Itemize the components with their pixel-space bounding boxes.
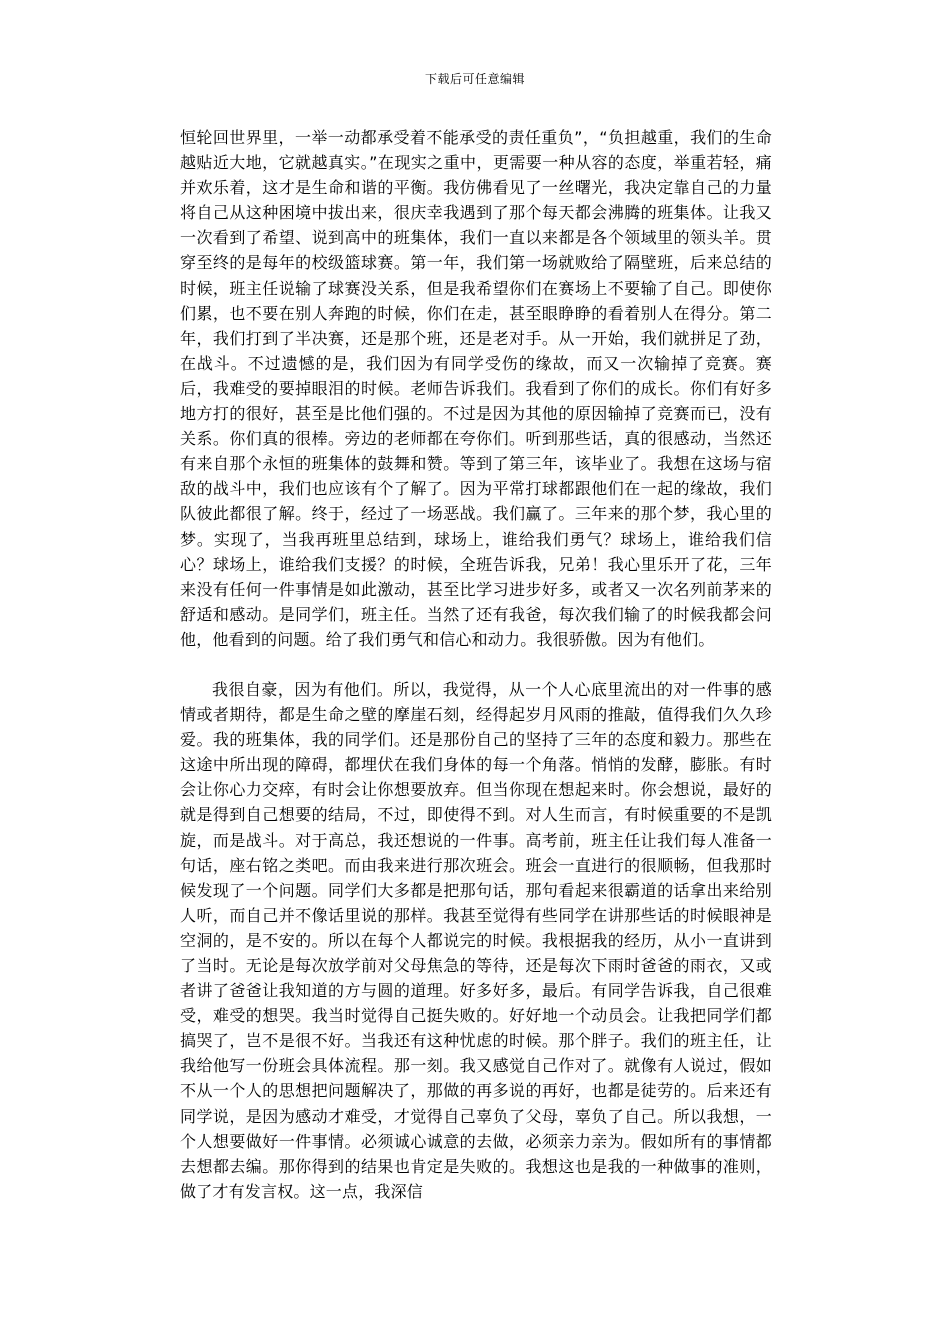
- document-body: [180, 125, 772, 1204]
- page-header: 下载后可任意编辑: [424, 72, 525, 86]
- paragraph-1: 恒轮回世界里，一举一动都承受着不能承受的责任重负”，“负担越重，我们的生命越贴近大地，它就越真实。”在现实之重中，更需要一种从容的态度，举重若轻，痛并欢乐着，这才是生命和谐的平衡。我仿佛看见了一丝曙光，我决定靠自己的力量将自己从这种困境中拔出来，很庆幸我遇到了那个每天都会沸腾的班集体。让我又一次看到了希望、说到高中的班集体，我们一直以来都是各个领域里的领头羊。贯穿至终的是每年的校级篮球赛。第一年，我们第一场就败给了隔壁班，后来总结的时候，班主任说输了球赛没关系，但是我希望你们在赛场上不要输了自己。即使你们累，也不要在别人奔跑的时候，你们在走，甚至眼睁睁的看着别人在得分。第二年，我们打到了半决赛，还是那个班，还是老对手。从一开始，我们就拼足了劲，在战斗。不过遗憾的是，我们因为有同学受伤的缘故，而又一次输掉了竞赛。赛后，我难受的要掉眼泪的时候。老师告诉我们。我看到了你们的成长。你们有好多地方打的很好，甚至是比他们强的。不过是因为其他的原因输掉了竞赛而已，没有关系。你们真的很棒。旁边的老师都在夸你们。听到那些话，真的很感动，当然还有来自那个永恒的班集体的鼓舞和赞。等到了第三年，该毕业了。我想在这场与宿敌的战斗中，我们也应该有个了解了。因为平常打球都跟他们在一起的缘故，我们队彼此都很了解。终于，经过了一场恶战。我们赢了。三年来的那个梦，我心里的梦。实现了，当我再班里总结到，球场上，谁给我们勇气？球场上，谁给我们信心？球场上，谁给我们支援？的时候，全班告诉我，兄弟！我心里乐开了花，三年来没有任何一件事情是如此激动，甚至比学习进步好多，或者又一次名列前茅来的舒适和感动。是同学们，班主任。当然了还有我爸，每次我们输了的时候我都会问他，他看到的问题。给了我们勇气和信心和动力。我很骄傲。因为有他们。: [180, 128, 772, 649]
- paragraph-2: 我很自豪，因为有他们。所以，我觉得，从一个人心底里流出的对一件事的感情或者期待，都是生命之壁的摩崖石刻，经得起岁月风雨的推敲，值得我们久久珍爱。我的班集体，我的同学们。还是那份自己的坚持了三年的态度和毅力。那些在这途中所出现的障碍，都埋伏在我们身体的每一个角落。悄悄的发酵，膨胀。有时会让你心力交瘁，有时会让你想要放弃。但当你现在想起来时。你会想说，最好的就是得到自己想要的结局，不过，即使得不到。对人生而言，有时候重要的不是凯旋，而是战斗。对于高总，我还想说的一件事。高考前，班主任让我们每人准备一句话，座右铭之类吧。而由我来进行那次班会。班会一直进行的很顺畅，但我那时候发现了一个问题。同学们大多都是把那句话，那句看起来很霸道的话拿出来给别人听，而自己并不像话里说的那样。我甚至觉得有些同学在讲那些话的时候眼神是空洞的，是不安的。所以在每个人都说完的时候。我根据我的经历，从小一直讲到了当时。无论是每次放学前对父母焦急的等待，还是每次下雨时爸爸的雨衣，又或者讲了爸爸让我知道的方与圆的道理。好多好多，最后。有同学告诉我，自己很难受，难受的想哭。我当时觉得自己挺失败的。好好地一个动员会。让我把同学们都搞哭了，岂不是很不好。当我还有这种忧虑的时候。那个胖子。我们的班主任，让我给他写一份班会具体流程。那一刻。我又感觉自己作对了。就像有人说过，假如不从一个人的思想把问题解决了，那做的再多说的再好，也都是徒劳的。后来还有同学说，是因为感动才难受，才觉得自己辜负了父母，辜负了自己。所以我想，一个人想要做好一件事情。必须诚心诚意的去做，必须亲力亲为。假如所有的事情都去想都去编。那你得到的结果也肯定是失败的。我想这也是我的一种做事的准则，做了才有发言权。这一点，我深信: [180, 679, 772, 1201]
